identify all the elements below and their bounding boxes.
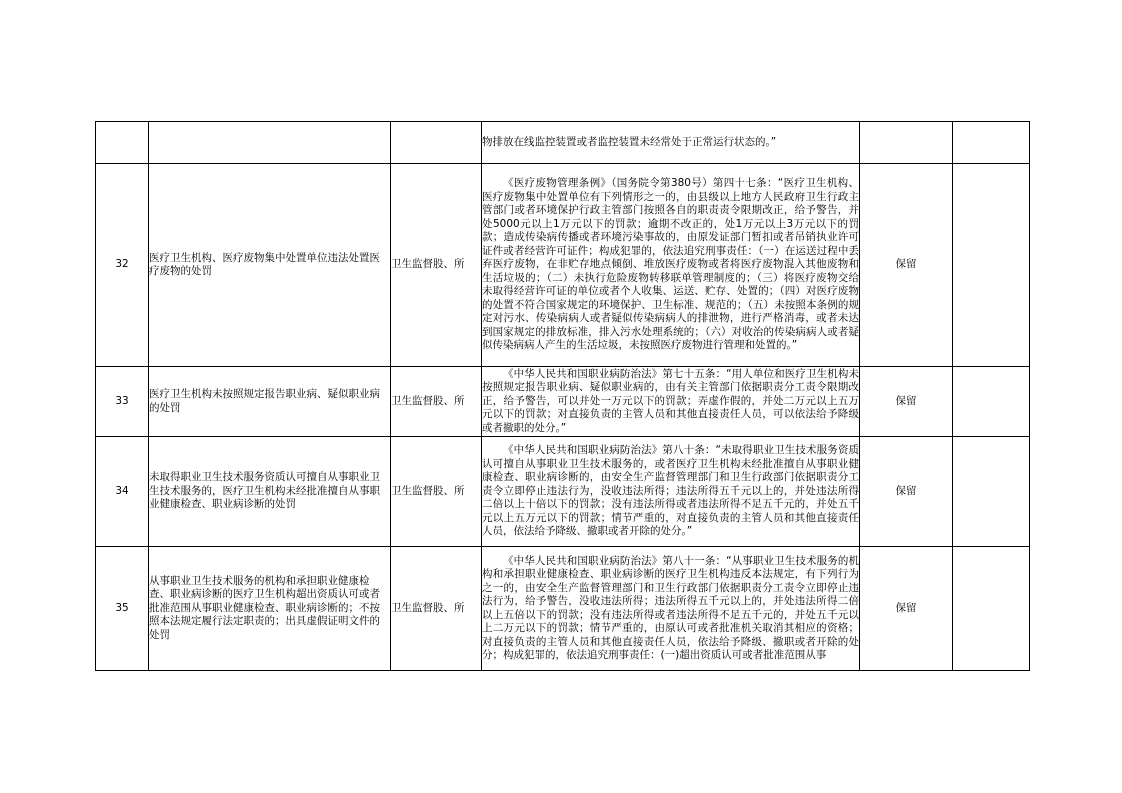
remarks xyxy=(953,367,1030,437)
remarks xyxy=(953,437,1030,547)
row-number: 32 xyxy=(96,164,149,367)
row-number: 34 xyxy=(96,437,149,547)
table-row xyxy=(96,367,1030,437)
remarks xyxy=(953,122,1030,164)
status xyxy=(860,122,953,164)
item-name: 医疗卫生机构未按照规定报告职业病、疑似职业病的处罚 xyxy=(149,367,391,437)
legal-basis: 物排放在线监控装置或者监控装置未经常处于正常运行状态的。” xyxy=(482,122,860,164)
department xyxy=(391,122,482,164)
department: 卫生监督股、所 xyxy=(391,164,482,367)
status: 保留 xyxy=(860,547,953,671)
table-row xyxy=(96,437,1030,547)
legal-basis: 《中华人民共和国职业病防治法》第八十一条：“从事职业卫生技术服务的机构和承担职业健康检查、职业病诊断的医疗卫生机构违反本法规定，有下列行为之一的，由安全生产监督管理部门和卫生行政部门依据职责分工责令立即停止违法行为，给予警告，没收违法所得；违法所得五千元以上的，并处违法所得二倍以上五倍以下的罚款；没有违法所得或者违法所得不足五千元的，并处五千元以上二万元以下的罚款；情节严重的，由原认可或者批准机关取消其相应的资格；对直接负责的主管人员和其他直接责任人员，依法给予降级、撤职或者开除的处分；构成犯罪的，依法追究刑事责任：(一)超出资质认可或者批准范围从事 xyxy=(482,547,860,671)
permission-table xyxy=(95,121,1030,671)
item-name: 未取得职业卫生技术服务资质认可擅自从事职业卫生技术服务的，医疗卫生机构未经批准擅自从事职业健康检查、职业病诊断的处罚 xyxy=(149,437,391,547)
remarks xyxy=(953,164,1030,367)
status: 保留 xyxy=(860,437,953,547)
legal-basis: 《中华人民共和国职业病防治法》第八十条：“未取得职业卫生技术服务资质认可擅自从事职业卫生技术服务的，或者医疗卫生机构未经批准擅自从事职业健康检查、职业病诊断的，由安全生产监督管理部门和卫生行政部门依据职责分工责令立即停止违法行为，没收违法所得；违法所得五千元以上的，并处违法所得二倍以上十倍以下的罚款；没有违法所得或者违法所得不足五千元的，并处五千元以上五万元以下的罚款；情节严重的，对直接负责的主管人员和其他直接责任人员，依法给予降级、撤职或者开除的处分。” xyxy=(482,437,860,547)
status: 保留 xyxy=(860,367,953,437)
item-name: 医疗卫生机构、医疗废物集中处置单位违法处置医疗废物的处罚 xyxy=(149,164,391,367)
item-name xyxy=(149,122,391,164)
item-name: 从事职业卫生技术服务的机构和承担职业健康检查、职业病诊断的医疗卫生机构超出资质认可或者批准范围从事职业健康检查、职业病诊断的；不按照本法规定履行法定职责的；出具虚假证明文件的处罚 xyxy=(149,547,391,671)
remarks xyxy=(953,547,1030,671)
department: 卫生监督股、所 xyxy=(391,367,482,437)
department: 卫生监督股、所 xyxy=(391,437,482,547)
row-number: 33 xyxy=(96,367,149,437)
table-row xyxy=(96,547,1030,671)
row-number: 35 xyxy=(96,547,149,671)
table-row xyxy=(96,164,1030,367)
table-row xyxy=(96,122,1030,164)
legal-basis: 《医疗废物管理条例》（国务院令第380号）第四十七条：“医疗卫生机构、医疗废物集中处置单位有下列情形之一的，由县级以上地方人民政府卫生行政主管部门或者环境保护行政主管部门按照各自的职责责令限期改正，给予警告，并处5000元以上1万元以下的罚款；逾期不改正的，处1万元以上3万元以下的罚款；造成传染病传播或者环境污染事故的，由原发证部门暂扣或者吊销执业许可证件或者经营许可证件；构成犯罪的，依法追究刑事责任：（一）在运送过程中丢弃医疗废物，在非贮存地点倾倒、堆放医疗废物或者将医疗废物混入其他废物和生活垃圾的；（二）未执行危险废物转移联单管理制度的；（三）将医疗废物交给未取得经营许可证的单位或者个人收集、运送、贮存、处置的；（四）对医疗废物的处置不符合国家规定的环境保护、卫生标准、规范的；（五）未按照本条例的规定对污水、传染病病人或者疑似传染病病人的排泄物，进行严格消毒，或者未达到国家规定的排放标准，排入污水处理系统的；（六）对收治的传染病病人或者疑似传染病病人产生的生活垃圾，未按照医疗废物进行管理和处置的。” xyxy=(482,164,860,367)
status: 保留 xyxy=(860,164,953,367)
row-number xyxy=(96,122,149,164)
legal-basis: 《中华人民共和国职业病防治法》第七十五条：“用人单位和医疗卫生机构未按照规定报告职业病、疑似职业病的，由有关主管部门依据职责分工责令限期改正，给予警告，可以并处一万元以下的罚款；弄虚作假的，并处二万元以上五万元以下的罚款；对直接负责的主管人员和其他直接责任人员，可以依法给予降级或者撤职的处分。” xyxy=(482,367,860,437)
department: 卫生监督股、所 xyxy=(391,547,482,671)
